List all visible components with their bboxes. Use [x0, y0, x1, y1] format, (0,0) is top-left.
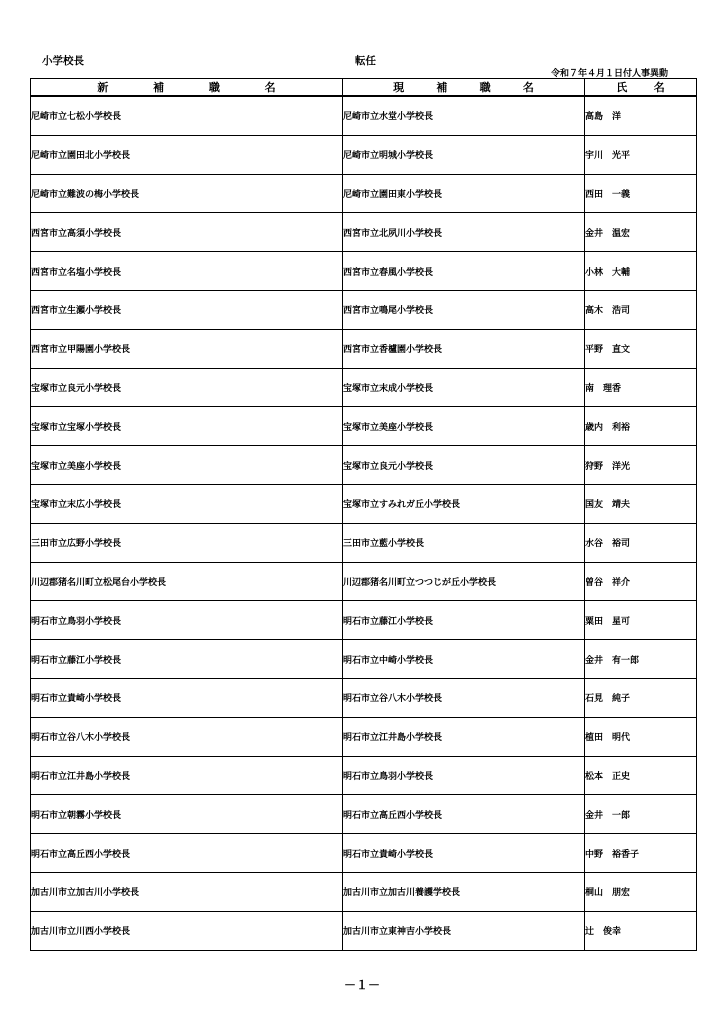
new-post-cell: 西宮市立名塩小学校長 [31, 252, 343, 291]
current-post-cell: 宝塚市立美座小学校長 [343, 407, 585, 446]
person-name-cell: 高木 浩司 [585, 290, 697, 329]
current-post-cell: 明石市立中崎小学校長 [343, 640, 585, 679]
header-new-post-char: 補 [153, 81, 165, 94]
header-name-char: 名 [653, 81, 665, 94]
header-new-post-char: 名 [264, 81, 276, 94]
table-row [31, 96, 697, 135]
person-name-cell: 高島 洋 [585, 96, 697, 135]
table-row [31, 484, 697, 523]
person-name-cell: 西田 一義 [585, 174, 697, 213]
header-current-post-char: 職 [479, 81, 491, 94]
table-row [31, 213, 697, 252]
person-name-cell: 歳内 利裕 [585, 407, 697, 446]
new-post-cell: 明石市立鳥羽小学校長 [31, 601, 343, 640]
new-post-cell: 尼崎市立園田北小学校長 [31, 135, 343, 174]
person-name-cell: 桐山 朋宏 [585, 872, 697, 911]
effective-date: 令和７年４月１日付人事異動 [550, 69, 668, 79]
new-post-cell: 明石市立谷八木小学校長 [31, 717, 343, 756]
new-post-cell: 明石市立高丘西小学校長 [31, 834, 343, 873]
person-name-cell: 狩野 洋光 [585, 446, 697, 485]
person-name-cell: 植田 明代 [585, 717, 697, 756]
table-row [31, 368, 697, 407]
current-post-cell: 加古川市立加古川養護学校長 [343, 872, 585, 911]
current-post-cell: 西宮市立北夙川小学校長 [343, 213, 585, 252]
table-row [31, 562, 697, 601]
current-post-cell: 西宮市立春風小学校長 [343, 252, 585, 291]
person-name-cell: 松本 正史 [585, 756, 697, 795]
current-post-cell: 宝塚市立末成小学校長 [343, 368, 585, 407]
person-name-cell: 金井 温宏 [585, 213, 697, 252]
table-row [31, 756, 697, 795]
new-post-cell: 加古川市立川西小学校長 [31, 911, 343, 950]
new-post-cell: 加古川市立加古川小学校長 [31, 872, 343, 911]
new-post-cell: 三田市立広野小学校長 [31, 523, 343, 562]
table-row [31, 911, 697, 950]
table-row [31, 795, 697, 834]
header-current-post-char: 現 [393, 81, 405, 94]
new-post-cell: 明石市立藤江小学校長 [31, 640, 343, 679]
new-post-cell: 宝塚市立宝塚小学校長 [31, 407, 343, 446]
current-post-cell: 明石市立鳥羽小学校長 [343, 756, 585, 795]
current-post-cell: 三田市立藍小学校長 [343, 523, 585, 562]
table-row [31, 834, 697, 873]
person-name-cell: 金井 有一郎 [585, 640, 697, 679]
category-label: 小学校長 [42, 55, 84, 67]
transfer-type-label: 転任 [355, 55, 376, 67]
table-row [31, 601, 697, 640]
header-current-post-char: 補 [436, 81, 448, 94]
person-name-cell: 国友 靖夫 [585, 484, 697, 523]
current-post-cell: 宝塚市立すみれガ丘小学校長 [343, 484, 585, 523]
table-header-row [31, 79, 697, 97]
header-new-post-char: 職 [208, 81, 220, 94]
header-new-post [31, 79, 343, 97]
table-row [31, 640, 697, 679]
person-name-cell: 南 理香 [585, 368, 697, 407]
new-post-cell: 西宮市立高須小学校長 [31, 213, 343, 252]
current-post-cell: 明石市立藤江小学校長 [343, 601, 585, 640]
new-post-cell: 明石市立江井島小学校長 [31, 756, 343, 795]
header-current-post [343, 79, 585, 97]
new-post-cell: 宝塚市立良元小学校長 [31, 368, 343, 407]
new-post-cell: 川辺郡猪名川町立松尾台小学校長 [31, 562, 343, 601]
current-post-cell: 尼崎市立園田東小学校長 [343, 174, 585, 213]
person-name-cell: 平野 直文 [585, 329, 697, 368]
table-row [31, 523, 697, 562]
current-post-cell: 加古川市立東神吉小学校長 [343, 911, 585, 950]
table-row [31, 872, 697, 911]
new-post-cell: 明石市立朝霧小学校長 [31, 795, 343, 834]
table-row [31, 135, 697, 174]
new-post-cell: 尼崎市立難波の梅小学校長 [31, 174, 343, 213]
header-new-post-char: 新 [97, 81, 109, 94]
table-row [31, 290, 697, 329]
person-name-cell: 水谷 裕司 [585, 523, 697, 562]
current-post-cell: 尼崎市立明城小学校長 [343, 135, 585, 174]
person-name-cell: 小林 大輔 [585, 252, 697, 291]
table-body [31, 96, 697, 950]
current-post-cell: 明石市立貴崎小学校長 [343, 834, 585, 873]
current-post-cell: 尼崎市立水堂小学校長 [343, 96, 585, 135]
current-post-cell: 宝塚市立良元小学校長 [343, 446, 585, 485]
person-name-cell: 粟田 星可 [585, 601, 697, 640]
table-row [31, 174, 697, 213]
person-name-cell: 辻 俊幸 [585, 911, 697, 950]
new-post-cell: 宝塚市立末広小学校長 [31, 484, 343, 523]
current-post-cell: 川辺郡猪名川町立つつじが丘小学校長 [343, 562, 585, 601]
header-name-char: 氏 [616, 81, 628, 94]
table-row [31, 717, 697, 756]
current-post-cell: 明石市立谷八木小学校長 [343, 678, 585, 717]
person-name-cell: 中野 裕香子 [585, 834, 697, 873]
new-post-cell: 西宮市立生瀬小学校長 [31, 290, 343, 329]
personnel-table [30, 78, 697, 951]
current-post-cell: 西宮市立鳴尾小学校長 [343, 290, 585, 329]
header-name [585, 79, 697, 97]
new-post-cell: 尼崎市立七松小学校長 [31, 96, 343, 135]
current-post-cell: 明石市立江井島小学校長 [343, 717, 585, 756]
person-name-cell: 金井 一郎 [585, 795, 697, 834]
current-post-cell: 西宮市立香櫨園小学校長 [343, 329, 585, 368]
new-post-cell: 西宮市立甲陽園小学校長 [31, 329, 343, 368]
header-current-post-char: 名 [522, 81, 534, 94]
table-row [31, 407, 697, 446]
new-post-cell: 明石市立貴崎小学校長 [31, 678, 343, 717]
person-name-cell: 石見 純子 [585, 678, 697, 717]
table-row [31, 446, 697, 485]
current-post-cell: 明石市立高丘西小学校長 [343, 795, 585, 834]
person-name-cell: 曽谷 祥介 [585, 562, 697, 601]
new-post-cell: 宝塚市立美座小学校長 [31, 446, 343, 485]
table-row [31, 678, 697, 717]
table-row [31, 329, 697, 368]
page-number: －１－ [343, 978, 380, 992]
table-row [31, 252, 697, 291]
person-name-cell: 宇川 光平 [585, 135, 697, 174]
